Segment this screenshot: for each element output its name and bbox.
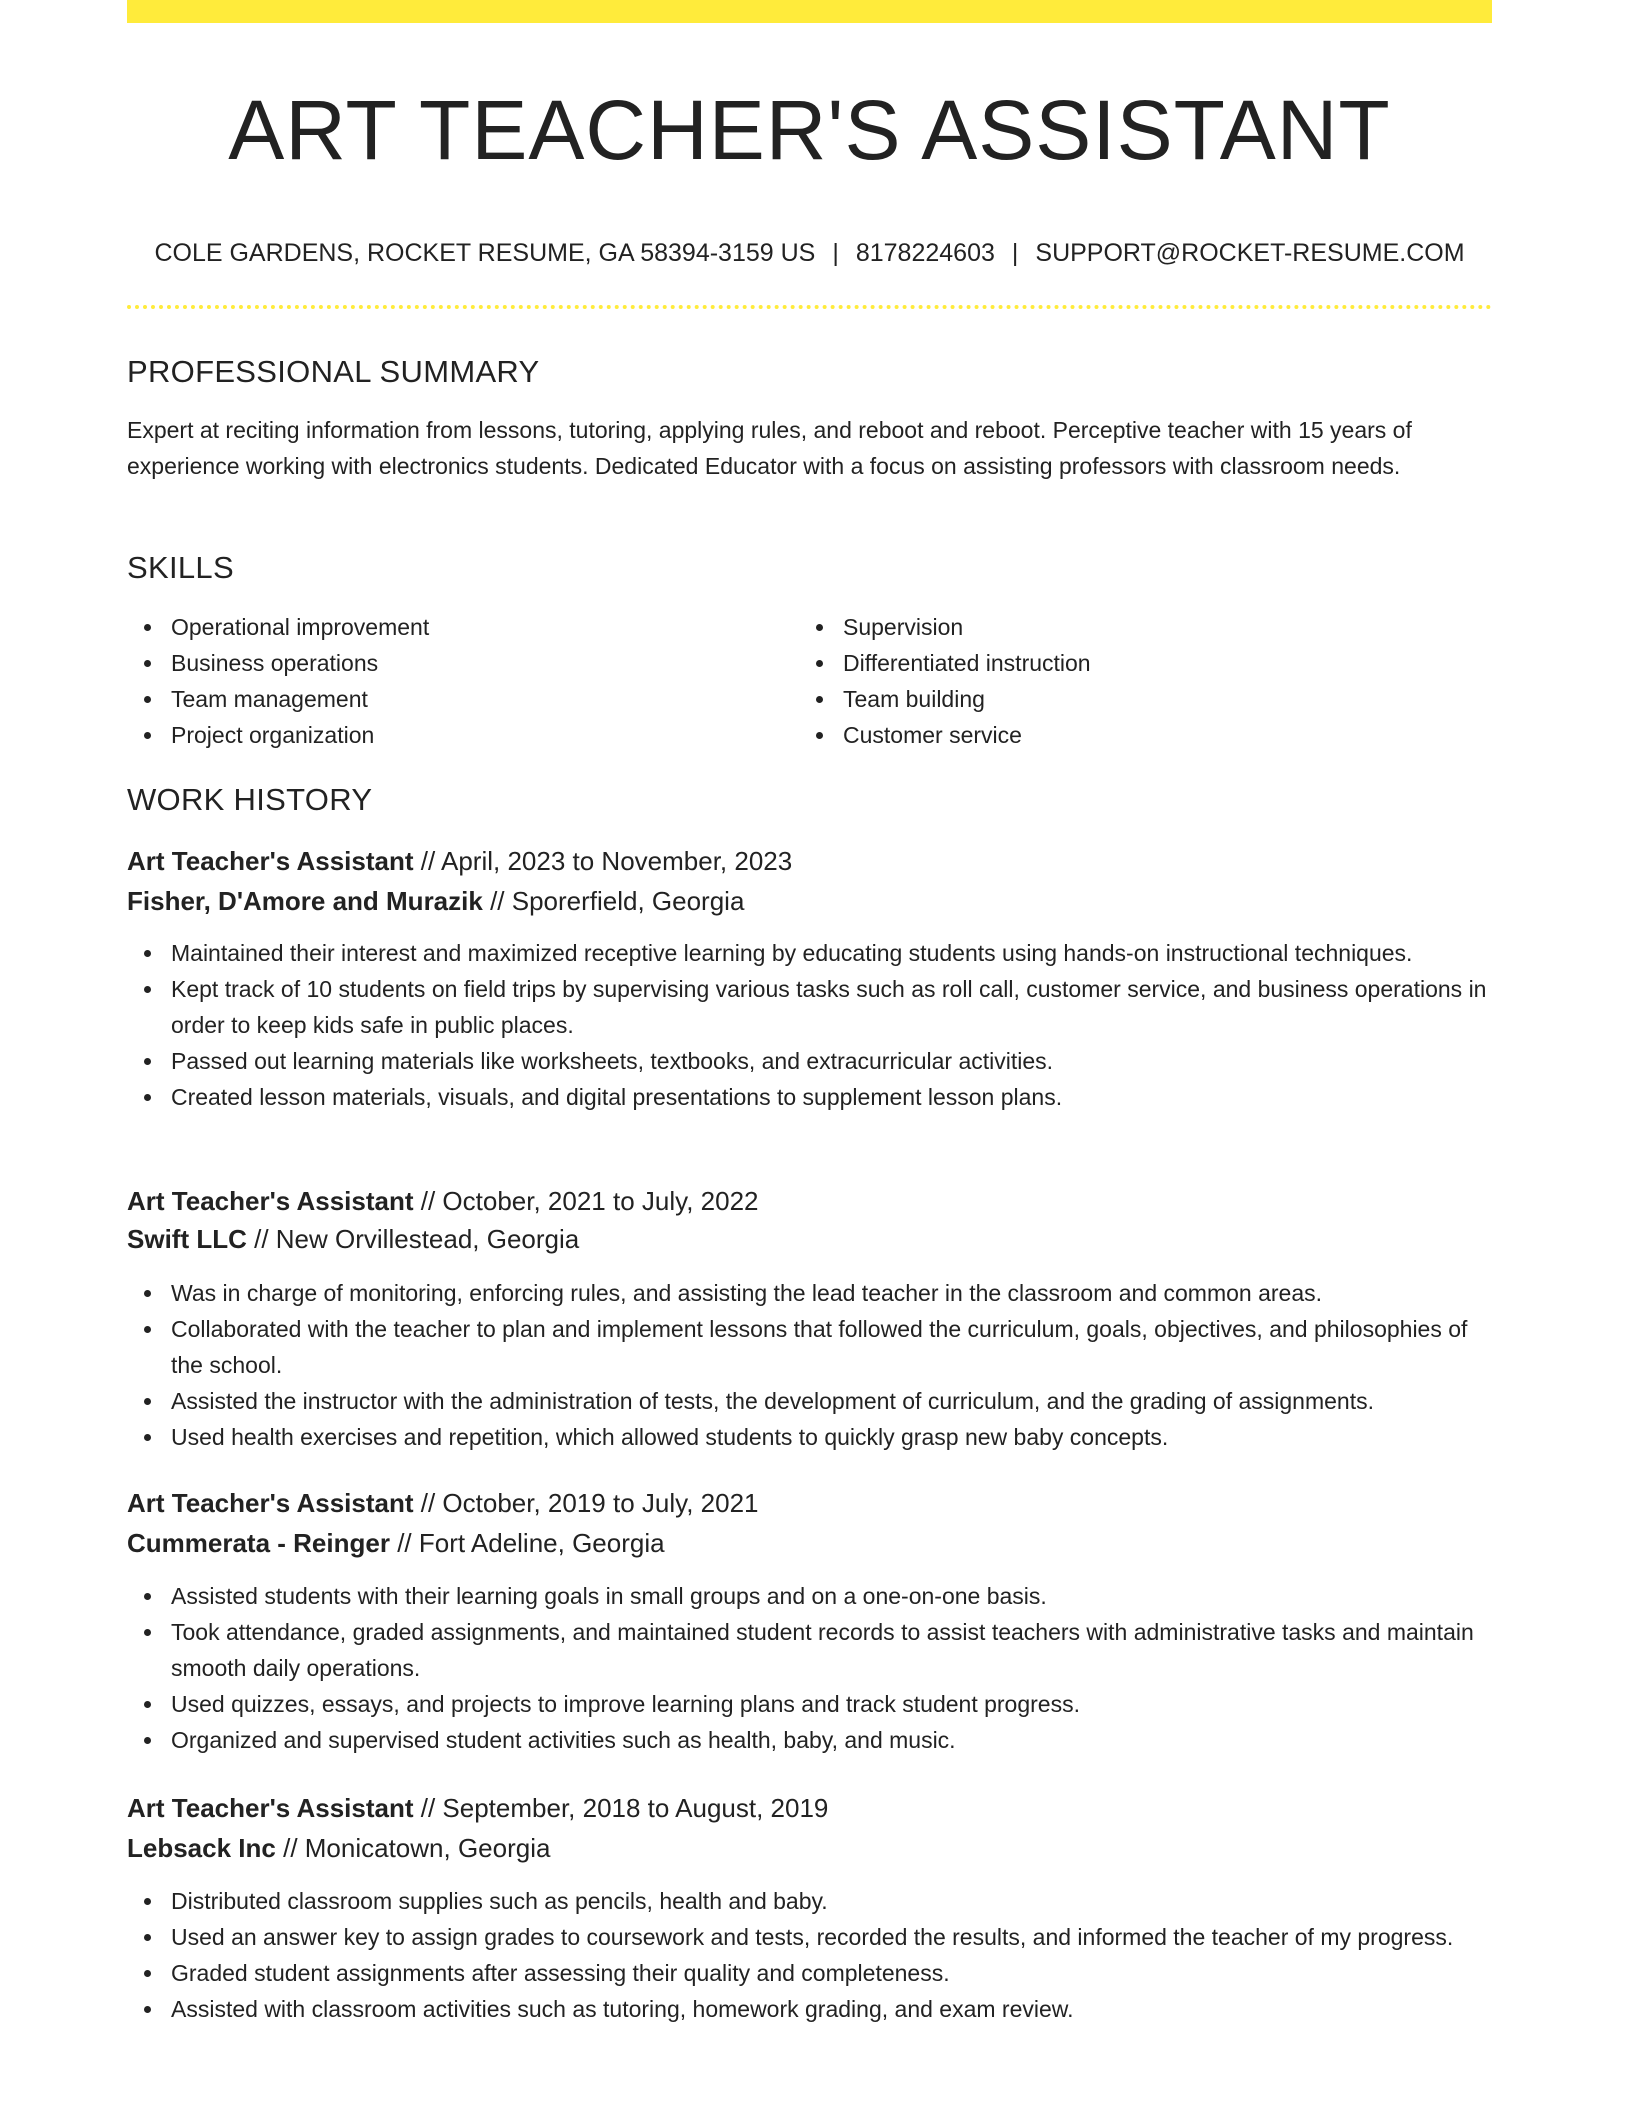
list-item: Organized and supervised student activities such as health, baby, and music. xyxy=(127,1722,1492,1758)
dotted-divider xyxy=(127,305,1492,309)
job-company: Lebsack Inc xyxy=(127,1833,276,1863)
skill-item: Project organization xyxy=(127,717,799,753)
list-item: Used quizzes, essays, and projects to improve learning plans and track student progress. xyxy=(127,1686,1492,1722)
skills-list-left xyxy=(127,609,799,753)
job-title: Art Teacher's Assistant xyxy=(127,1793,414,1823)
summary-heading: PROFESSIONAL SUMMARY xyxy=(127,354,540,389)
job-dates: // September, 2018 to August, 2019 xyxy=(420,1793,829,1823)
list-item: Assisted with classroom activities such as tutoring, homework grading, and exam review. xyxy=(127,1991,1492,2027)
list-item: Took attendance, graded assignments, and maintained student records to assist teachers with administrative tasks and maintain smooth daily operations. xyxy=(127,1614,1492,1686)
job-title: Art Teacher's Assistant xyxy=(127,846,414,876)
address: COLE GARDENS, ROCKET RESUME, GA 58394-3159 US xyxy=(154,239,816,267)
job-title: Art Teacher's Assistant xyxy=(127,1186,414,1216)
job-bullets xyxy=(127,1578,1492,1758)
job-title: Art Teacher's Assistant xyxy=(127,1488,414,1518)
contact-line xyxy=(127,236,1492,270)
job-company: Cummerata - Reinger xyxy=(127,1528,390,1558)
job-company-line xyxy=(127,1828,550,1868)
list-item: Distributed classroom supplies such as pencils, health and baby. xyxy=(127,1883,1492,1919)
skill-item: Customer service xyxy=(799,717,1471,753)
list-item: Maintained their interest and maximized receptive learning by educating students using hands-on instructional techniques. xyxy=(127,935,1492,971)
separator: | xyxy=(832,239,839,267)
list-item: Kept track of 10 students on field trips by supervising various tasks such as roll call, customer service, and business operations in order to keep kids safe in public places. xyxy=(127,971,1492,1043)
skills-list-right xyxy=(799,609,1471,753)
phone: 8178224603 xyxy=(855,239,995,267)
job-title-line xyxy=(127,1181,758,1221)
job-location: // Sporerfield, Georgia xyxy=(490,886,745,916)
list-item: Was in charge of monitoring, enforcing rules, and assisting the lead teacher in the classroom and common areas. xyxy=(127,1275,1492,1311)
job-bullets xyxy=(127,1275,1492,1455)
job-location: // New Orvillestead, Georgia xyxy=(254,1224,580,1254)
list-item: Created lesson materials, visuals, and digital presentations to supplement lesson plans. xyxy=(127,1079,1492,1115)
list-item: Assisted the instructor with the administration of tests, the development of curriculum, and the grading of assignments. xyxy=(127,1383,1492,1419)
job-company: Swift LLC xyxy=(127,1224,247,1254)
job-company: Fisher, D'Amore and Murazik xyxy=(127,886,483,916)
skill-item: Differentiated instruction xyxy=(799,645,1471,681)
accent-bar xyxy=(127,0,1492,23)
skill-item: Team building xyxy=(799,681,1471,717)
list-item: Used an answer key to assign grades to coursework and tests, recorded the results, and informed the teacher of my progress. xyxy=(127,1919,1492,1955)
job-company-line xyxy=(127,1219,579,1259)
job-location: // Fort Adeline, Georgia xyxy=(397,1528,665,1558)
list-item: Used health exercises and repetition, which allowed students to quickly grasp new baby concepts. xyxy=(127,1419,1492,1455)
job-bullets xyxy=(127,935,1492,1115)
page-title: ART TEACHER'S ASSISTANT xyxy=(228,83,1391,177)
job-company-line xyxy=(127,881,744,921)
skill-item: Business operations xyxy=(127,645,799,681)
work-history-heading: WORK HISTORY xyxy=(127,782,373,817)
job-title-line xyxy=(127,1483,758,1523)
summary-text: Expert at reciting information from lessons, tutoring, applying rules, and reboot and reboot. Perceptive teacher with 15 years of experience working with electronics students. Dedicated Educator with a focus on assisting professors with classroom needs. xyxy=(127,417,1412,479)
job-dates: // October, 2019 to July, 2021 xyxy=(420,1488,759,1518)
job-company-line xyxy=(127,1523,665,1563)
job-dates: // April, 2023 to November, 2023 xyxy=(420,846,793,876)
skill-item: Team management xyxy=(127,681,799,717)
job-bullets xyxy=(127,1883,1492,2027)
email: SUPPORT@ROCKET-RESUME.COM xyxy=(1035,239,1465,267)
skill-item: Supervision xyxy=(799,609,1471,645)
list-item: Graded student assignments after assessing their quality and completeness. xyxy=(127,1955,1492,1991)
skill-item: Operational improvement xyxy=(127,609,799,645)
separator: | xyxy=(1011,239,1019,267)
skills-heading: SKILLS xyxy=(127,550,234,585)
list-item: Assisted students with their learning goals in small groups and on a one-on-one basis. xyxy=(127,1578,1492,1614)
list-item: Passed out learning materials like worksheets, textbooks, and extracurricular activities. xyxy=(127,1043,1492,1079)
job-title-line xyxy=(127,1788,828,1828)
job-location: // Monicatown, Georgia xyxy=(283,1833,551,1863)
job-title-line xyxy=(127,841,792,881)
list-item: Collaborated with the teacher to plan and implement lessons that followed the curriculum, goals, objectives, and philosophies of the school. xyxy=(127,1311,1492,1383)
job-dates: // October, 2021 to July, 2022 xyxy=(420,1186,759,1216)
